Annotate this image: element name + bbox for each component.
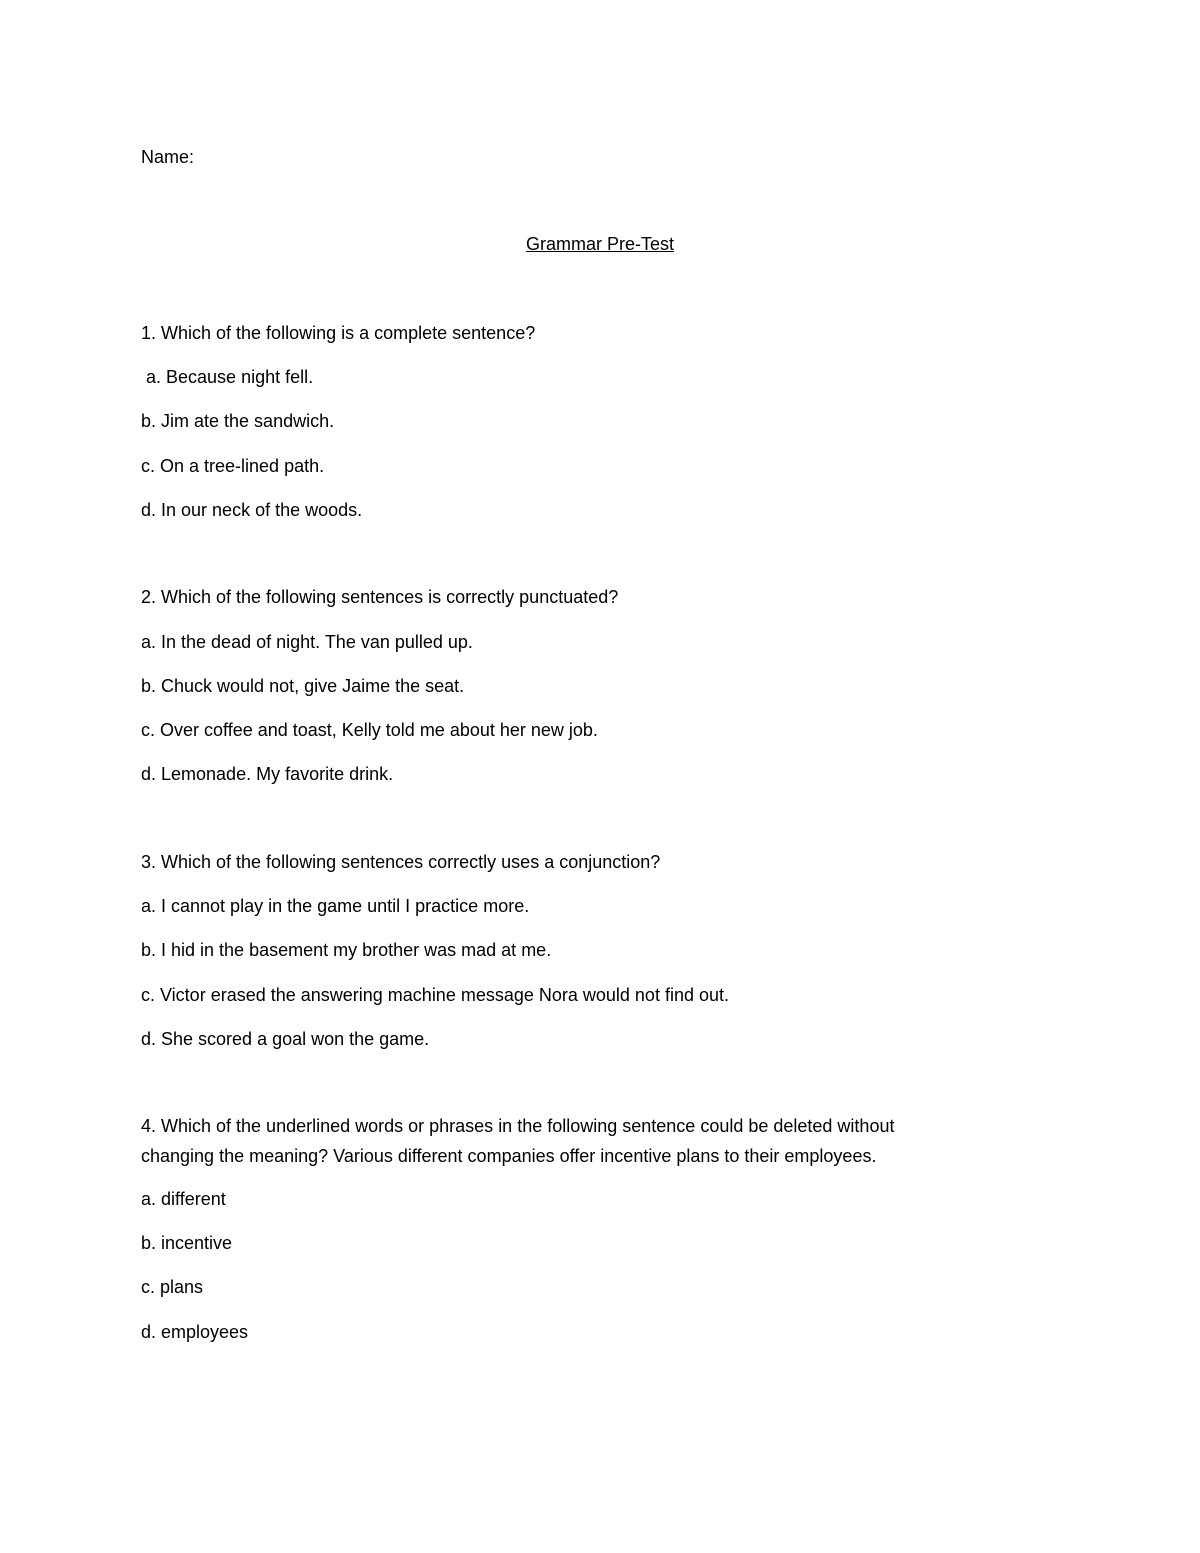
- question-2-option-d: d. Lemonade. My favorite drink.: [141, 764, 394, 784]
- page-title-text: Grammar Pre-Test: [525, 234, 675, 254]
- question-1-prompt: 1. Which of the following is a complete sentence?: [141, 323, 536, 343]
- question-4-prompt-line-2: changing the meaning? Various different companies offer incentive plans to their employees.: [141, 1146, 877, 1166]
- question-2-option-c: c. Over coffee and toast, Kelly told me about her new job.: [141, 720, 598, 740]
- question-3-option-c: c. Victor erased the answering machine message Nora would not find out.: [141, 985, 729, 1005]
- question-1-option-a: a. Because night fell.: [141, 367, 314, 387]
- question-3-prompt: 3. Which of the following sentences correctly uses a conjunction?: [141, 852, 661, 872]
- question-2-prompt: 2. Which of the following sentences is correctly punctuated?: [141, 587, 619, 607]
- question-4-option-a: a. different: [141, 1189, 226, 1209]
- question-1-option-d: d. In our neck of the woods.: [141, 500, 363, 520]
- question-4-option-c: c. plans: [141, 1277, 204, 1297]
- question-3-option-b: b. I hid in the basement my brother was mad at me.: [141, 940, 552, 960]
- question-1-option-b: b. Jim ate the sandwich.: [141, 411, 335, 431]
- question-1-option-c: c. On a tree-lined path.: [141, 456, 325, 476]
- question-2-option-b: b. Chuck would not, give Jaime the seat.: [141, 676, 465, 696]
- name-label: Name:: [141, 147, 195, 167]
- question-4-option-b: b. incentive: [141, 1233, 233, 1253]
- question-4-option-d: d. employees: [141, 1322, 249, 1342]
- page-title: [0, 233, 1200, 255]
- question-3-option-d: d. She scored a goal won the game.: [141, 1029, 430, 1049]
- question-2-option-a: a. In the dead of night. The van pulled up.: [141, 632, 473, 652]
- question-3-option-a: a. I cannot play in the game until I practice more.: [141, 896, 530, 916]
- question-4-prompt-line-1: 4. Which of the underlined words or phrases in the following sentence could be deleted without: [141, 1116, 895, 1136]
